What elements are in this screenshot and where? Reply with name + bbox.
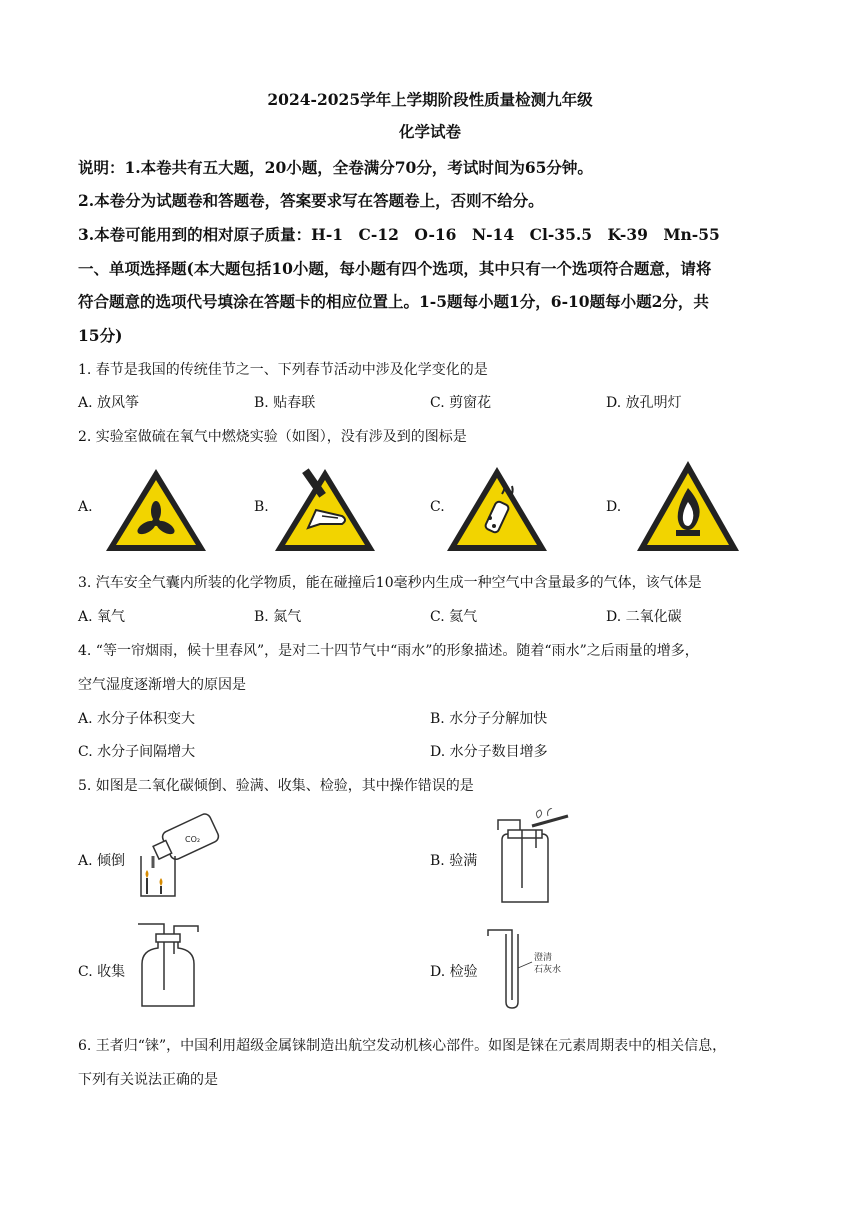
q1-option-b: B. 贴春联: [254, 395, 316, 411]
q3-option-d: D. 二氧化碳: [606, 609, 682, 625]
q1-option-a: A. 放风筝: [78, 395, 140, 411]
q5-option-b: B. 验满: [430, 853, 478, 869]
limewater-test-figure: [484, 928, 584, 1014]
q4-option-d: D. 水分子数目增多: [430, 744, 548, 760]
q3-option-c: C. 氦气: [430, 609, 478, 625]
collect-gas-figure: [136, 920, 202, 1014]
check-full-figure: [488, 808, 570, 912]
section-heading-line-1: 一、单项选择题(本大题包括10小题，每小题有四个选项，其中只有一个选项符合题意，请将: [78, 259, 712, 278]
q3-option-a: A. 氧气: [78, 609, 126, 625]
exam-subtitle: 化学试卷: [398, 122, 461, 141]
flame-icon: [634, 458, 742, 558]
q1-option-d: D. 放孔明灯: [606, 395, 682, 411]
question-1-stem: 1. 春节是我国的传统佳节之一、下列春节活动中涉及化学变化的是: [78, 362, 488, 378]
exam-title: 2024-2025学年上学期阶段性质量检测九年级: [267, 90, 593, 109]
q2-option-a-label: A.: [78, 499, 93, 515]
hand-cut-icon: [272, 466, 378, 558]
fan-icon: [103, 466, 209, 558]
q5-option-a: A. 倾倒: [78, 853, 126, 869]
q2-option-b-label: B.: [254, 499, 269, 515]
question-5-stem: 5. 如图是二氧化碳倾倒、验满、收集、检验，其中操作错误的是: [78, 778, 474, 794]
q1-option-c: C. 剪窗花: [430, 395, 492, 411]
q5-option-d: D. 检验: [430, 964, 478, 980]
co2-label: CO₂: [185, 835, 201, 844]
note-3: 3.本卷可能用到的相对原子质量：H-1 C-12 O-16 N-14 Cl-35.5 K-39 Mn-55: [78, 225, 720, 244]
q2-option-c-label: C.: [430, 499, 445, 515]
limewater-label-2: 石灰水: [534, 965, 562, 975]
note-2: 2.本卷分为试题卷和答题卷，答案要求写在答题卷上，否则不给分。: [78, 191, 544, 210]
question-2-stem: 2. 实验室做硫在氧气中燃烧实验（如图），没有涉及到的图标是: [78, 429, 467, 445]
section-heading-line-2: 符合题意的选项代号填涂在答题卡的相应位置上。1-5题每小题1分，6-10题每小题2分，共: [78, 292, 709, 311]
q4-option-c: C. 水分子间隔增大: [78, 744, 196, 760]
limewater-label-1: 澄清: [534, 953, 553, 963]
note-1: 说明：1.本卷共有五大题，20小题，全卷满分70分，考试时间为65分钟。: [78, 158, 593, 177]
q3-option-b: B. 氮气: [254, 609, 302, 625]
q5-option-c: C. 收集: [78, 964, 126, 980]
question-6-stem-line-2: 下列有关说法正确的是: [78, 1072, 218, 1088]
section-heading-line-3: 15分): [78, 326, 123, 345]
pouring-co2-figure: [135, 808, 225, 904]
q2-option-d-label: D.: [606, 499, 622, 515]
q4-option-b: B. 水分子分解加快: [430, 711, 548, 727]
hot-surface-icon: [444, 464, 550, 558]
question-3-stem: 3. 汽车安全气囊内所装的化学物质，能在碰撞后10毫秒内生成一种空气中含量最多的气体，该气体是: [78, 575, 702, 591]
question-4-stem-line-1: 4. “等一帘烟雨，候十里春风”，是对二十四节气中“雨水”的形象描述。随着“雨水”之后雨量的增多，: [78, 643, 699, 659]
question-4-stem-line-2: 空气湿度逐渐增大的原因是: [78, 677, 246, 693]
q4-option-a: A. 水分子体积变大: [78, 711, 196, 727]
question-6-stem-line-1: 6. 王者归“铼”，中国利用超级金属铼制造出航空发动机核心部件。如图是铼在元素周期表中的相关信息，: [78, 1038, 727, 1054]
